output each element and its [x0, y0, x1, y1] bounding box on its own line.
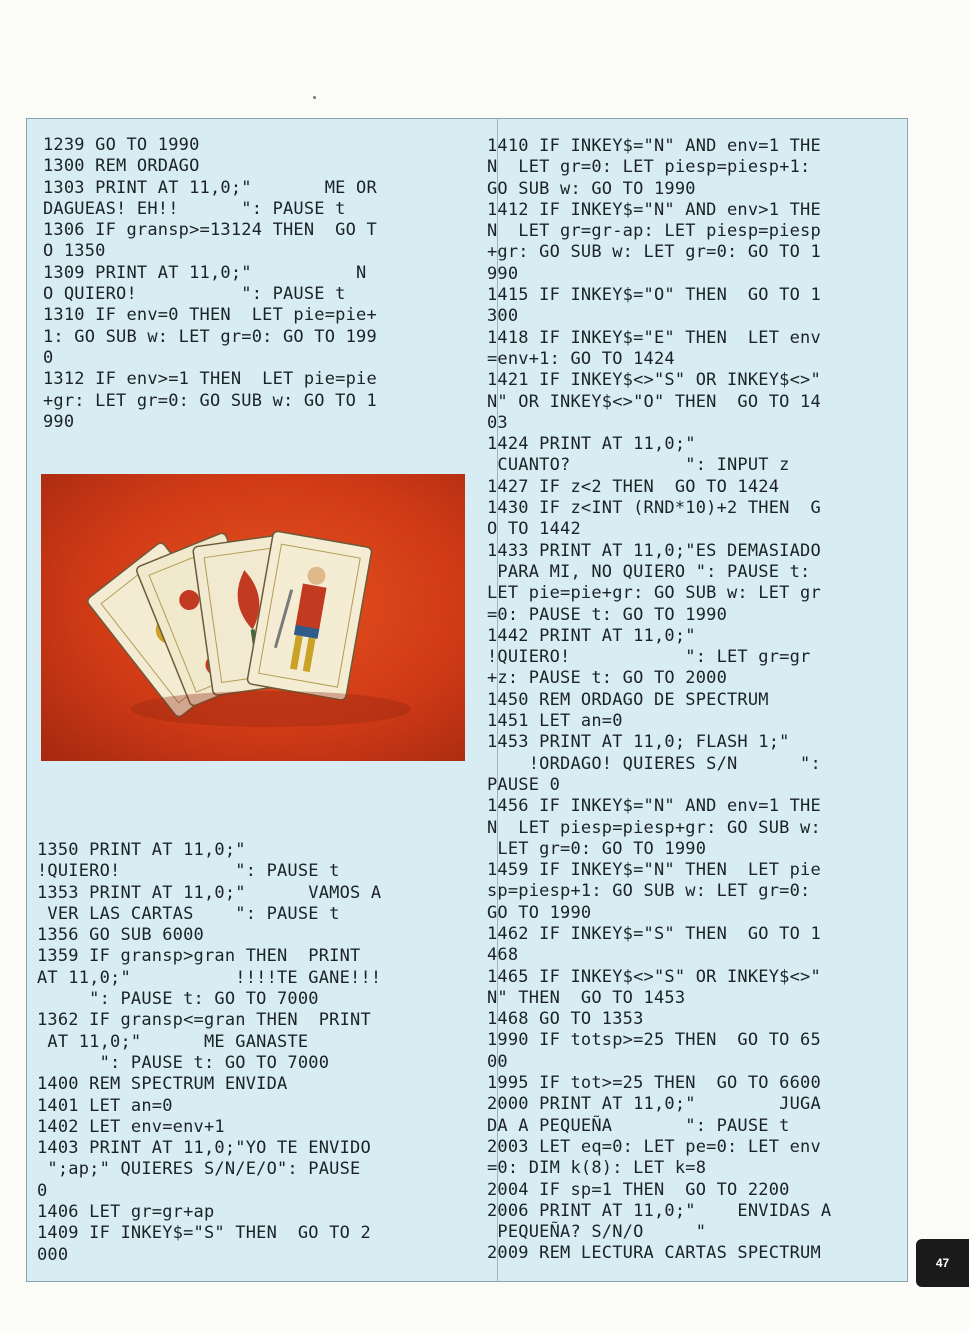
- page-number-tab: [916, 1239, 969, 1287]
- code-listing-panel: [26, 118, 908, 1282]
- listing-right: 1410 IF INKEY$="N" AND env=1 THE N LET gr=0: LET piesp=piesp+1: GO SUB w: GO TO 1990 1412 IF INKEY$="N" AND env>1 THE N LET gr=gr-ap: LET piesp=piesp +gr: GO SUB w: LET gr=0: GO TO 1 990 1415 IF INKEY$="O" THEN GO TO 1 300 1418 IF INKEY$="E" THEN LET env =env+1: GO TO 1424 1421 IF INKEY$<>"S" OR INKEY$<>" N" OR INKEY$<>"O" THEN GO TO 14 03 1424 PRINT AT 11,0;" CUANTO? ": INPUT z 1427 IF z<2 THEN GO TO 1424 1430 IF z<INT (RND*10)+2 THEN G O TO 1442 1433 PRINT AT 11,0;"ES DEMASIADO PARA MI, NO QUIERO ": PAUSE t: LET pie=pie+gr: GO SUB w: LET gr =0: PAUSE t: GO TO 1990 1442 PRINT AT 11,0;" !QUIERO! ": LET gr=gr +z: PAUSE t: GO TO 2000 1450 REM ORDAGO DE SPECTRUM 1451 LET an=0 1453 PRINT AT 11,0; FLASH 1;" !ORDAGO! QUIERES S/N ": PAUSE 0 1456 IF INKEY$="N" AND env=1 THE N LET piesp=piesp+gr: GO SUB w: LET gr=0: GO TO 1990 1459 IF INKEY$="N" THEN LET pie sp=piesp+1: GO SUB w: LET gr=0: GO TO 1990 1462 IF INKEY$="S" THEN GO TO 1 468 1465 IF INKEY$<>"S" OR INKEY$<>" N" THEN GO TO 1453 1468 GO TO 1353 1990 IF totsp>=25 THEN GO TO 65 00 1995 IF tot>=25 THEN GO TO 6600 2000 PRINT AT 11,0;" JUGA DA A PEQUEÑA ": PAUSE t 2003 LET eq=0: LET pe=0: LET env =0: DIM k(8): LET k=8 2004 IF sp=1 THEN GO TO 2200 2006 PRINT AT 11,0;" ENVIDAS A PEQUEÑA? S/N/O " 2009 REM LECTURA CARTAS SPECTRUM: [487, 136, 832, 1264]
- page-number: 47: [935, 1256, 950, 1270]
- listing-left-top: 1239 GO TO 1990 1300 REM ORDAGO 1303 PRINT AT 11,0;" ME OR DAGUEAS! EH!! ": PAUSE t 1306 IF gransp>=13124 THEN GO T O 1350 1309 PRINT AT 11,0;" N O QUIERO! ": PAUSE t 1310 IF env=0 THEN LET pie=pie+ 1: GO SUB w: LET gr=0: GO TO 199 0 1312 IF env>=1 THEN LET pie=pie +gr: LET gr=0: GO SUB w: GO TO 1 990: [43, 135, 377, 432]
- listing-left-bottom: 1350 PRINT AT 11,0;" !QUIERO! ": PAUSE t 1353 PRINT AT 11,0;" VAMOS A VER LAS CARTAS ": PAUSE t 1356 GO SUB 6000 1359 IF gransp>gran THEN PRINT AT 11,0;" !!!!TE GANE!!! ": PAUSE t: GO TO 7000 1362 IF gransp<=gran THEN PRINT AT 11,0;" ME GANASTE ": PAUSE t: GO TO 7000 1400 REM SPECTRUM ENVIDA 1401 LET an=0 1402 LET env=env+1 1403 PRINT AT 11,0;"YO TE ENVIDO ";ap;" QUIERES S/N/E/O": PAUSE 0 1406 LET gr=gr+ap 1409 IF INKEY$="S" THEN GO TO 2 000: [37, 840, 382, 1265]
- card-shadow: [131, 691, 411, 727]
- cards-illustration: [41, 474, 465, 761]
- spanish-playing-cards-photo: [41, 474, 465, 761]
- print-speck: [313, 96, 316, 99]
